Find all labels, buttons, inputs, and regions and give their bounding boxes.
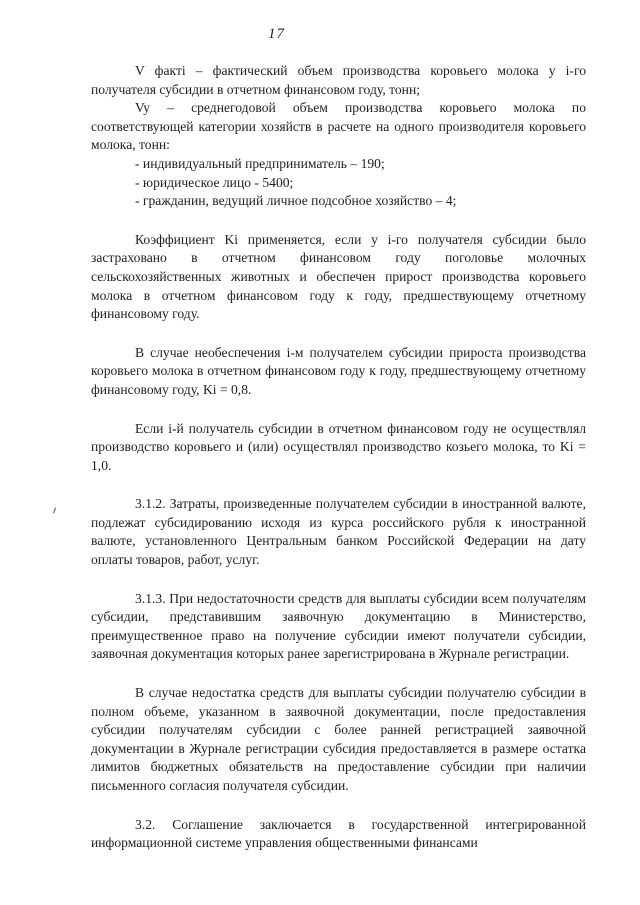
list-item: - индивидуальный предприниматель – 190;: [135, 155, 385, 171]
paragraph-coefficient-ki: Коэффициент Ki применяется, если у i-го получателя субсидии было застраховано в отчетном финансовом году поголовье молочных сельскохозяйственных животных и обеспечен прирост производства коровьего молока в отчетном финансовом году к году, предшествующему отчетному финансовому году.: [91, 231, 586, 322]
paragraph-ki-08: В случае необеспечения i-м получателем субсидии прироста производства коровьего молока в отчетном финансовом году к году, предшествующему отчетному финансовому году, Ki = 0,8.: [91, 344, 586, 397]
page-number: 17: [268, 26, 285, 42]
document-body: [91, 62, 586, 853]
paragraph-v-fact: V факті – фактический объем производства коровьего молока у i-го получателя субсидии в отчетном финансовом году, тонн;: [91, 63, 586, 97]
paragraph-ki-10: Если i-й получатель субсидии в отчетном финансовом году не осуществлял производство коровьего и (или) осуществлял производство козьего молока, то Ki = 1,0.: [91, 420, 586, 473]
paragraph-shortage: В случае недостатка средств для выплаты субсидии получателю субсидии в полном объеме, указанном в заявочной документации, после предоставления субсидии получателям субсидии с более ранней регистрацией заявочной документации в Журнале регистрации субсидия предоставляется в размере остатка лимитов бюджетных обязательств на предоставление субсидии при наличии письменного согласия получателя субсидии.: [91, 685, 586, 793]
paragraph-3-2: 3.2. Соглашение заключается в государственной интегрированной информационной системе управления общественными финансами: [91, 816, 586, 851]
paragraph-3-1-3: 3.1.3. При недостаточности средств для выплаты субсидии всем получателям субсидии, представившим заявочную документацию в Министерство, преимущественное право на получение субсидии имеют получатели субсидии, заявочная документация которых ранее зарегистрирована в Журнале регистрации.: [91, 590, 586, 662]
margin-mark: [53, 507, 59, 514]
list-item: - юридическое лицо - 5400;: [135, 174, 294, 190]
paragraph-vy: Vy – среднегодовой объем производства коровьего молока по соответствующей категории хозяйств в расчете на одного производителя коровьего молока, тонн:: [91, 100, 586, 153]
paragraph-3-1-2: 3.1.2. Затраты, произведенные получателем субсидии в иностранной валюте, подлежат субсидированию исходя из курса российского рубля к иностранной валюте, установленного Центральным банком Российской Федерации на дату оплаты товаров, работ, услуг.: [91, 496, 586, 568]
list-item: - гражданин, ведущий личное подсобное хозяйство – 4;: [135, 193, 457, 209]
